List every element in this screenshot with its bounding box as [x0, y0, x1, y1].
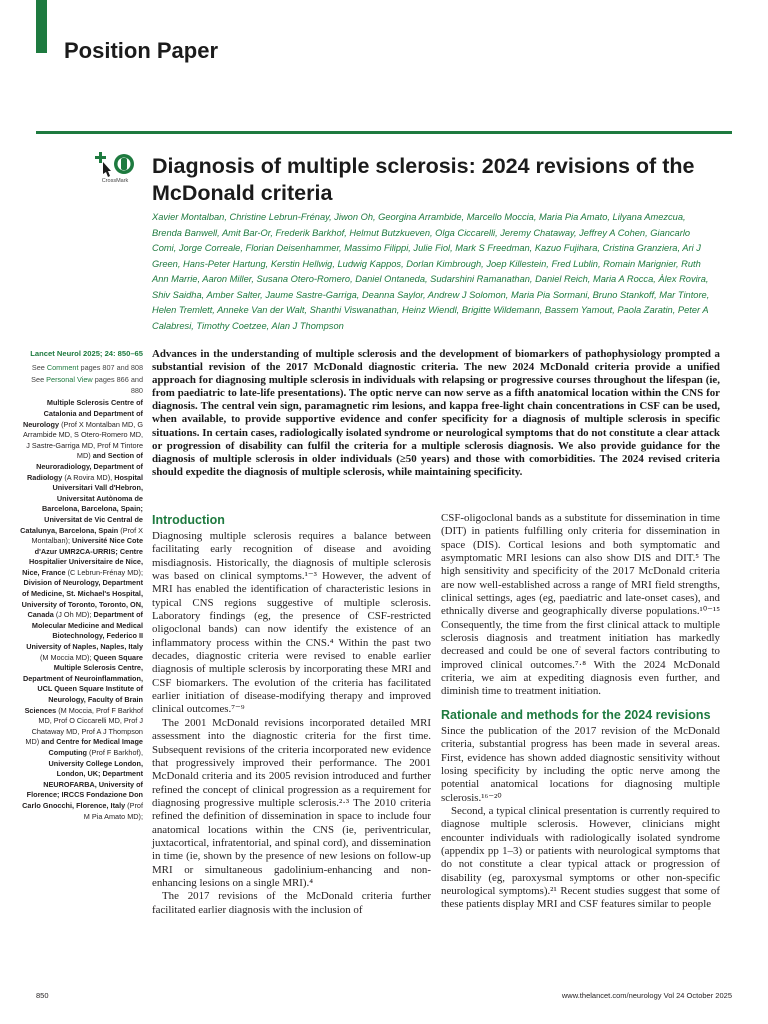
- affiliation-name: Université Nice Cote d'Azur UMR2CA-URRIS; Centre Hospitalier Universitaire de Nice, Nice, France: [22, 536, 143, 577]
- affiliation-people: (Prof X Montalban MD, G Arrambide MD, S Otero-Romero MD, J Sastre-Garriga MD, Prof M Tintore MD): [22, 419, 143, 461]
- affiliation-people: (Prof X Montalban);: [31, 525, 143, 546]
- journal-info: www.thelancet.com/neurology Vol 24 October 2025: [561, 991, 732, 1000]
- page-footer: [36, 991, 732, 1005]
- header-accent-bar: [36, 0, 47, 53]
- body-paragraph: The 2017 revisions of the McDonald criteria further facilitated earlier diagnosis with the inclusion of: [152, 890, 431, 916]
- sidebar: [20, 349, 143, 822]
- body-paragraph: The 2001 McDonald revisions incorporated detailed MRI assessment into the diagnostic criteria for the first time. Subsequent revisions of the criteria incorporated new evidence that progressively improved their performance. The 2001 McDonald criteria and its 2005 revision introduced and further refined the concept of clinical progression as a requirement for diagnosing progressive multiple sclerosis.²·³ The 2010 criteria refined the definition of dissemination in space to include four anatomical locations within the CNS (ie, periventricular, juxtacortical, infratentorial, and spinal cord), and dissemination in time (ie, shown by the presence of new lesions on follow-up MRI or simultaneous gadolinium-enhancing and non-enhancing lesions on a single MRI).⁴: [152, 716, 431, 889]
- article-title: Diagnosis of multiple sclerosis: 2024 revisions of the McDonald criteria: [152, 154, 695, 205]
- crossmark-badge[interactable]: [92, 152, 138, 192]
- affiliation-name: Hospital Universitari Vall d'Hebron, Universitat Autònoma de Barcelona, Barcelona, Spain; Universitat de Vic Central de Catalunya, Barcelona, Spain: [20, 472, 143, 535]
- affiliation-name: Queen Square Multiple Sclerosis Centre, Department of Neuroinflammation, UCL Queen Square Institute of Neurology, Faculty of Brain Sciences: [22, 652, 143, 715]
- affiliation-people: (J Oh MD);: [53, 610, 94, 620]
- see-comment-suffix: pages 807 and 808: [78, 362, 143, 372]
- body-paragraph: CSF-oligoclonal bands as a substitute for dissemination in time (DIT) in patients fulfilling only criteria for dissemination in space (DIS). Cortical lesions and both symptomatic and asymptomatic MRI lesions can also show DIS and DIT.⁵ The high sensitivity and specificity of the 2017 McDonald criteria are now well-established across a range of MRI field strengths, clinical settings, ages (eg, paediatric and late-onset cases), and ethnically diverse and geographically diverse populations.¹⁰⁻¹⁵ Consequently, the time from the first clinical attack to multiple sclerosis diagnosis and treatment initiation has markedly decreased and could be one of several factors contributing to improved clinical outcomes.⁷·⁸ With the 2024 McDonald criteria, we aim at expediting diagnosis even further, and diminish time to treatment initiation.: [441, 512, 720, 698]
- affiliation-people: (Prof F Barkhof),: [87, 747, 143, 757]
- affiliation-name: and Section of Neuroradiology, Department of Radiology: [27, 451, 143, 482]
- body-column-right: [441, 512, 720, 912]
- affiliation-people: (C Lebrun-Frénay MD);: [65, 567, 143, 577]
- affiliation-name: Division of Neurology, Department of Medicine, St. Michael's Hospital, University of Toronto, Toronto, ON, Canada: [21, 578, 143, 620]
- see-personal-view: [20, 375, 143, 396]
- affiliation-name: University College London, London, UK; Department NEUROFARBA, University of Florence; IRCCS Fondazione Don Carlo Gnocchi, Florence, Italy: [22, 758, 143, 810]
- affiliation-name: Multiple Sclerosis Centre of Catalonia and Department of Neurology: [22, 398, 143, 429]
- page-number: 850: [36, 991, 49, 1000]
- affiliation-people: (A Rovira MD),: [62, 472, 115, 482]
- body-paragraph: Second, a typical clinical presentation is currently required to diagnose multiple sclerosis. However, clinicians might encounter individuals with radiologically isolated syndrome (appendix pp 1–3) or patients with neurological symptoms that do not constitute a clear typical attack or progression of disability (eg, paroxysmal symptoms or other non-specific neurological symptoms).²¹ Recent studies suggest that some of these patients display MRI and CSF features similar to people: [441, 804, 720, 911]
- introduction-heading: Introduction: [152, 513, 225, 527]
- see-personal-suffix: pages 866 and 880: [92, 375, 143, 395]
- header-rule: [36, 131, 732, 134]
- abstract: Advances in the understanding of multiple sclerosis and the development of biomarkers of pathophysiology prompted a substantial revision of the 2017 McDonald diagnostic criteria. The new 2024 McDonald criteria provide a unified approach for diagnosing multiple sclerosis in individuals with relapsing or progressive courses throughout the lifespan (ie, from paediatric to late-life presentations). The optic nerve can now serve as a fifth anatomical location within the CNS for diagnosis. The central vein sign, paramagnetic rim lesions, and kappa free-light chain concentrations in CSF can be used, when available, to provide supportive evidence and confer specificity for a diagnosis of multiple sclerosis in specific situations. In certain cases, radiologically isolated syndrome or neurological symptoms that do not constitute a clear attack or progression of disability can fulfil the criteria for a multiple sclerosis diagnosis. We also provide guidance for the diagnosis of multiple sclerosis in older individuals (≥50 years) and those with comorbidities. The 2024 revised criteria should expedite the diagnosis of multiple sclerosis, while maintaining specificity.: [152, 348, 720, 478]
- affiliation-people: (Prof M Pia Amato MD);: [83, 800, 143, 821]
- rationale-heading: Rationale and methods for the 2024 revisions: [441, 707, 711, 722]
- affiliations: [20, 398, 143, 822]
- author-list: Xavier Montalban, Christine Lebrun-Frénay, Jiwon Oh, Georgina Arrambide, Marcello Moccia, Maria Pia Amato, Lilyana Amezcua, Brenda Banwell, Amit Bar-Or, Frederik Barkhof, Helmut Butzkueven, Olga Ciccarelli, Jeremy Chataway, Jeffrey A Cohen, Giancarlo Comi, Jorge Correale, Florian Deisenhammer, Massimo Filippi, Julie Fiol, Mark S Freedman, Kazuo Fujihara, Cristina Granziera, Ari J Green, Hans-Peter Hartung, Kerstin Hellwig, Ludwig Kappos, Dorlan Kimbrough, Joep Killestein, Fred Lublin, Romain Marignier, Ruth Ann Marrie, Aaron Miller, Susana Otero-Romero, Daniel Ontaneda, Sudarshini Ramanathan, Daniel Reich, Maria A Rocca, Àlex Rovira, Shiv Saidha, Amber Salter, Jaume Sastre-Garriga, Deanna Saylor, Andrew J Solomon, Maria Pia Sormani, Bruno Stankoff, Mar Tintore, Helen Tremlett, Anneke Van der Walt, Shanthi Viswanathan, Heinz Wiendl, Brigitte Wildemann, Bassem Yamout, Paola Zaratin, Peter A Calabresi, Timothy Coetzee, Alan J Thompson: [152, 212, 710, 331]
- affiliation-people: (M Moccia MD);: [40, 652, 94, 662]
- body-paragraph: Since the publication of the 2017 revision of the McDonald criteria, substantial progress has been made in several areas. First, evidence has shown added diagnostic sensitivity without losing specificity by including the optic nerve among the potential anatomical locations for diagnosing multiple sclerosis.¹⁶⁻²⁰: [441, 724, 720, 804]
- personal-view-link[interactable]: Personal View: [46, 375, 93, 385]
- crossmark-icon: [92, 152, 138, 178]
- see-comment: [20, 363, 143, 374]
- affiliation-name: Department of Molecular Medicine and Medical Biotechnology, Federico II University of Naples, Naples, Italy: [26, 610, 143, 652]
- body-column-left: [152, 512, 431, 917]
- comment-link[interactable]: Comment: [46, 362, 79, 372]
- citation: [20, 349, 143, 360]
- affiliation-people: (M Moccia, Prof F Barkhof MD, Prof O Ciccarelli MD, Prof J Chataway MD, Prof A J Thompson MD): [25, 705, 143, 747]
- affiliation-name: and Centre for Medical Image Computing: [41, 737, 143, 757]
- section-label: Position Paper: [64, 38, 219, 63]
- see-personal-prefix: See: [31, 375, 47, 385]
- see-comment-prefix: See: [31, 362, 47, 372]
- crossmark-label: CrossMark: [101, 178, 129, 184]
- body-paragraph: Diagnosing multiple sclerosis requires a balance between facilitating early recognition of disease and avoiding misdiagnosis. Historically, the diagnosis of multiple sclerosis was based on clinical symptoms.¹⁻³ However, the advent of MRI has enabled the identification of characteristic lesions in typical CNS regions suggestive of multiple sclerosis. Laboratory findings (eg, the presence of CSF-restricted oligoclonal bands) can now identify the existence of an inflammatory process within the CNS.⁴ Within the past two decades, diagnostic criteria were revised to enable earlier diagnosis of multiple sclerosis by incorporating these MRI and CSF biomarkers. The evolution of the criteria has facilitated earlier initiation of disease-modifying therapy and improved clinical outcomes.⁷⁻⁹: [152, 530, 431, 716]
- citation-text: Lancet Neurol 2025; 24: 850–65: [30, 349, 143, 358]
